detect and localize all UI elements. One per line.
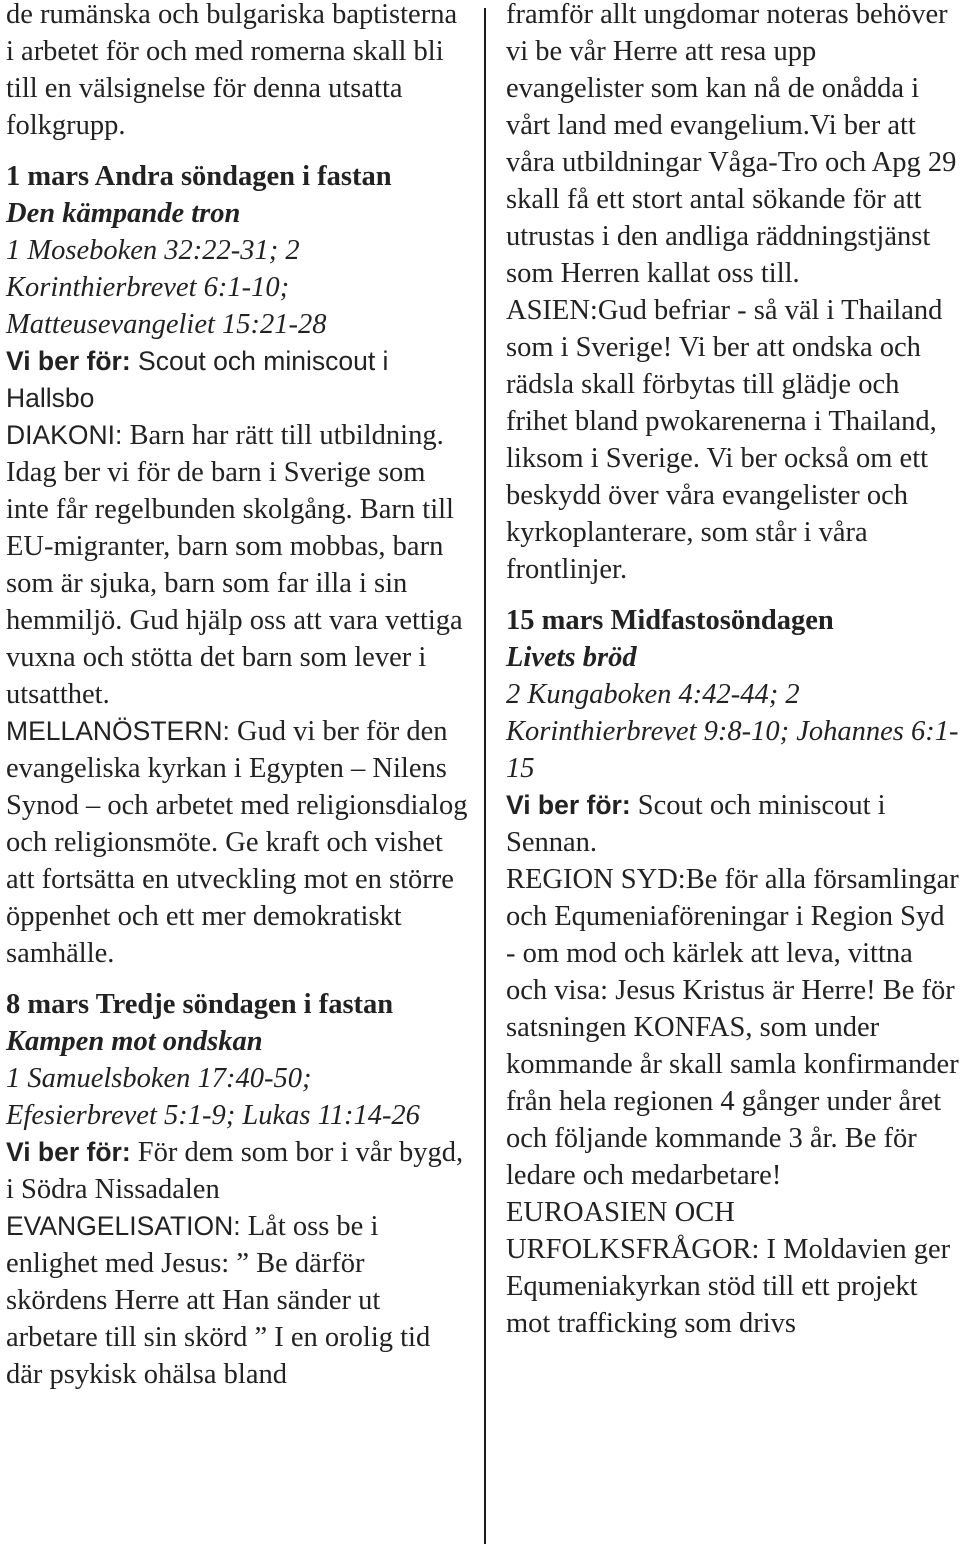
diakoni-text: Barn har rätt till utbildning. Idag ber vi för de barn i Sverige som inte får regelbunden skolgång. Barn till EU-migranter, barn som mobbas, barn som är sjuka, barn som far illa i sin hemmiljö. Gud hjälp oss att vara vettiga vuxna och stötta det barn som lever i utsatthet. xyxy=(6,420,463,710)
scripture-references: 1 Samuelsboken 17:40-50; Efesierbrevet 5:1-9; Lukas 11:14-26 xyxy=(6,1063,420,1131)
spacer xyxy=(6,144,468,158)
entry-heading: 8 mars Tredje söndagen i fastan xyxy=(6,989,394,1020)
entry-theme: Kampen mot ondskan xyxy=(6,1026,263,1057)
asien-label: ASIEN: xyxy=(506,295,598,326)
prayer-text: Scout och miniscout i Sennan. xyxy=(506,790,886,858)
entry-march-15 xyxy=(506,602,960,1342)
prayer-text: Scout och miniscout i Hallsbo xyxy=(6,346,389,413)
intro-paragraph: de rumänska och bulgariska baptisterna i arbetet för och med romerna skall bli till en välsignelse för denna utsatta folkgrupp. xyxy=(6,0,458,141)
mellanostern-label: MELLANÖSTERN: xyxy=(6,716,230,746)
entry-theme: Den kämpande tron xyxy=(6,198,241,229)
mellanostern-paragraph xyxy=(6,713,468,972)
region-syd-paragraph xyxy=(506,861,960,1194)
euroasien-text: I Moldavien ger Equmeniakyrkan stöd till ett projekt mot trafficking som drivs xyxy=(506,1234,951,1339)
entry-march-8 xyxy=(6,986,468,1393)
region-syd-label: REGION SYD: xyxy=(506,864,686,895)
prayer-label: Vi ber för: xyxy=(6,346,131,376)
euroasien-paragraph xyxy=(506,1194,960,1342)
spacer xyxy=(506,588,960,602)
prayer-paragraph xyxy=(506,787,960,861)
scripture-references: 1 Moseboken 32:22-31; 2 Korinthierbrevet 6:1-10; Matteusevangeliet 15:21-28 xyxy=(6,235,327,340)
continued-paragraph: framför allt ungdomar noteras behöver vi be vår Herre att resa upp evangelister som kan nå de onådda i vårt land med evangelium.Vi ber att våra utbildningar Våga-Tro och Apg 29 skall få ett stort antal sökande för att utrustas i den andliga räddningstjänst som Herren kallat oss till. xyxy=(506,0,957,289)
prayer-text: För dem som bor i vår bygd, i Södra Nissadalen xyxy=(6,1137,464,1205)
left-column xyxy=(6,0,468,1393)
diakoni-paragraph xyxy=(6,417,468,713)
asien-text: Gud befriar - så väl i Thailand som i Sverige! Vi ber att ondska och rädsla skall förbytas till glädje och frihet bland pwokarenerna i Thailand, liksom i Sverige. Vi ber också om ett beskydd över våra evangelister och kyrkoplanterare, som står i våra frontlinjer. xyxy=(506,295,943,585)
mellanostern-text: Gud vi ber för den evangeliska kyrkan i Egypten – Nilens Synod – och arbetet med religionsdialog och religionsmöte. Ge kraft och vishet att fortsätta en utveckling mot en större öppenhet och ett mer demokratiskt samhälle. xyxy=(6,716,468,969)
prayer-label: Vi ber för: xyxy=(6,1137,131,1167)
scripture-references: 2 Kungaboken 4:42-44; 2 Korinthierbrevet 9:8-10; Johannes 6:1-15 xyxy=(506,679,959,784)
entry-march-1 xyxy=(6,158,468,972)
column-divider xyxy=(484,8,486,1544)
diakoni-label: DIAKONI: xyxy=(6,420,123,450)
evangelisation-text: Låt oss be i enlighet med Jesus: ” Be därför skördens Herre att Han sänder ut arbetare till sin skörd ” I en orolig tid där psykisk ohälsa bland xyxy=(6,1211,431,1390)
euroasien-label: EUROASIEN OCH URFOLKSFRÅGOR: xyxy=(506,1197,760,1265)
prayer-paragraph xyxy=(6,1134,468,1208)
prayer-label: Vi ber för: xyxy=(506,790,631,820)
right-column xyxy=(506,0,960,1342)
asien-paragraph xyxy=(506,292,960,588)
evangelisation-label: EVANGELISATION: xyxy=(6,1211,241,1241)
region-syd-text: Be för alla församlingar och Equmeniaföreningar i Region Syd - om mod och kärlek att leva, vittna och visa: Jesus Kristus är Herre! Be för satsningen KONFAS, som under kommande år skall samla konfirmander från hela regionen 4 gånger under året och följande kommande 3 år. Be för ledare och medarbetare! xyxy=(506,864,959,1191)
spacer xyxy=(6,972,468,986)
prayer-paragraph xyxy=(6,343,468,417)
evangelisation-paragraph xyxy=(6,1208,468,1393)
entry-theme: Livets bröd xyxy=(506,642,637,673)
entry-heading: 15 mars Midfastosöndagen xyxy=(506,605,834,636)
entry-heading: 1 mars Andra söndagen i fastan xyxy=(6,161,392,192)
